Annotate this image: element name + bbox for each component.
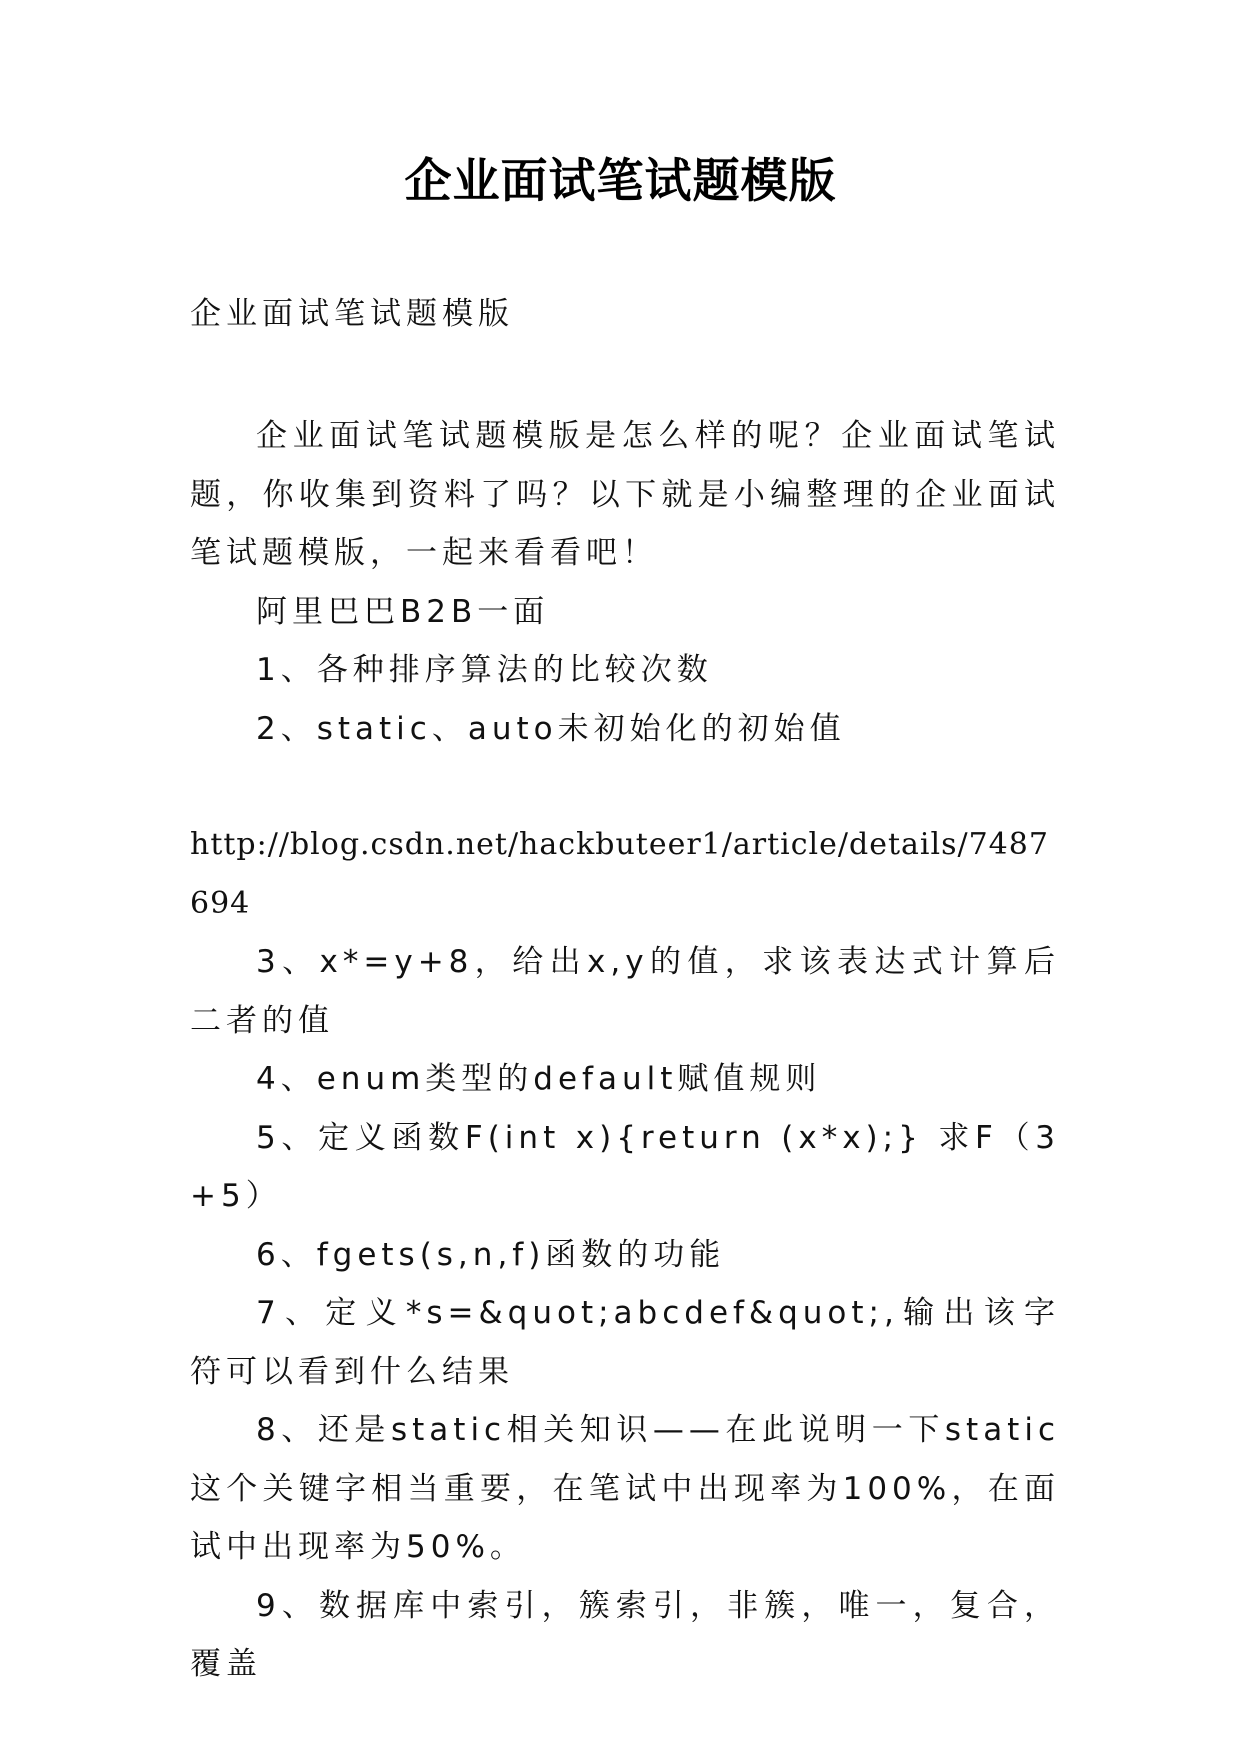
question-item-9: 9、数据库中索引，簇索引，非簇，唯一，复合，覆盖 — [190, 1587, 1060, 1682]
document-body — [190, 407, 1060, 1694]
question-item-4: 4、enum类型的default赋值规则 — [256, 1061, 822, 1097]
intro-paragraph: 企业面试笔试题模版是怎么样的呢？企业面试笔试题，你收集到资料了吗？以下就是小编整理的企业面试笔试题模版，一起来看看吧！ — [190, 418, 1060, 571]
question-item-8: 8、还是static相关知识——在此说明一下static这个关键字相当重要，在笔试中出现率为100%，在面试中出现率为50%。 — [190, 1412, 1060, 1565]
question-item-2: 2、static、auto未初始化的初始值 — [256, 710, 846, 747]
question-item-5: 5、定义函数F(int x){return (x*x);} 求F（3+5） — [190, 1119, 1060, 1214]
question-item-6: 6、fgets(s,n,f)函数的功能 — [256, 1236, 726, 1273]
question-item-7: 7、定义*s=&quot;abcdef&quot;,输出该字符可以看到什么结果 — [190, 1295, 1060, 1390]
section-heading: 阿里巴巴B2B一面 — [256, 593, 550, 630]
question-item-3: 3、x*=y+8，给出x,y的值，求该表达式计算后二者的值 — [190, 944, 1060, 1039]
document-subtitle: 企业面试笔试题模版 — [190, 296, 514, 332]
question-item-1: 1、各种排序算法的比较次数 — [256, 652, 713, 688]
reference-url: http://blog.csdn.net/hackbuteer1/article/details/7487694 — [190, 827, 1049, 921]
document-title: 企业面试笔试题模版 — [404, 154, 837, 209]
